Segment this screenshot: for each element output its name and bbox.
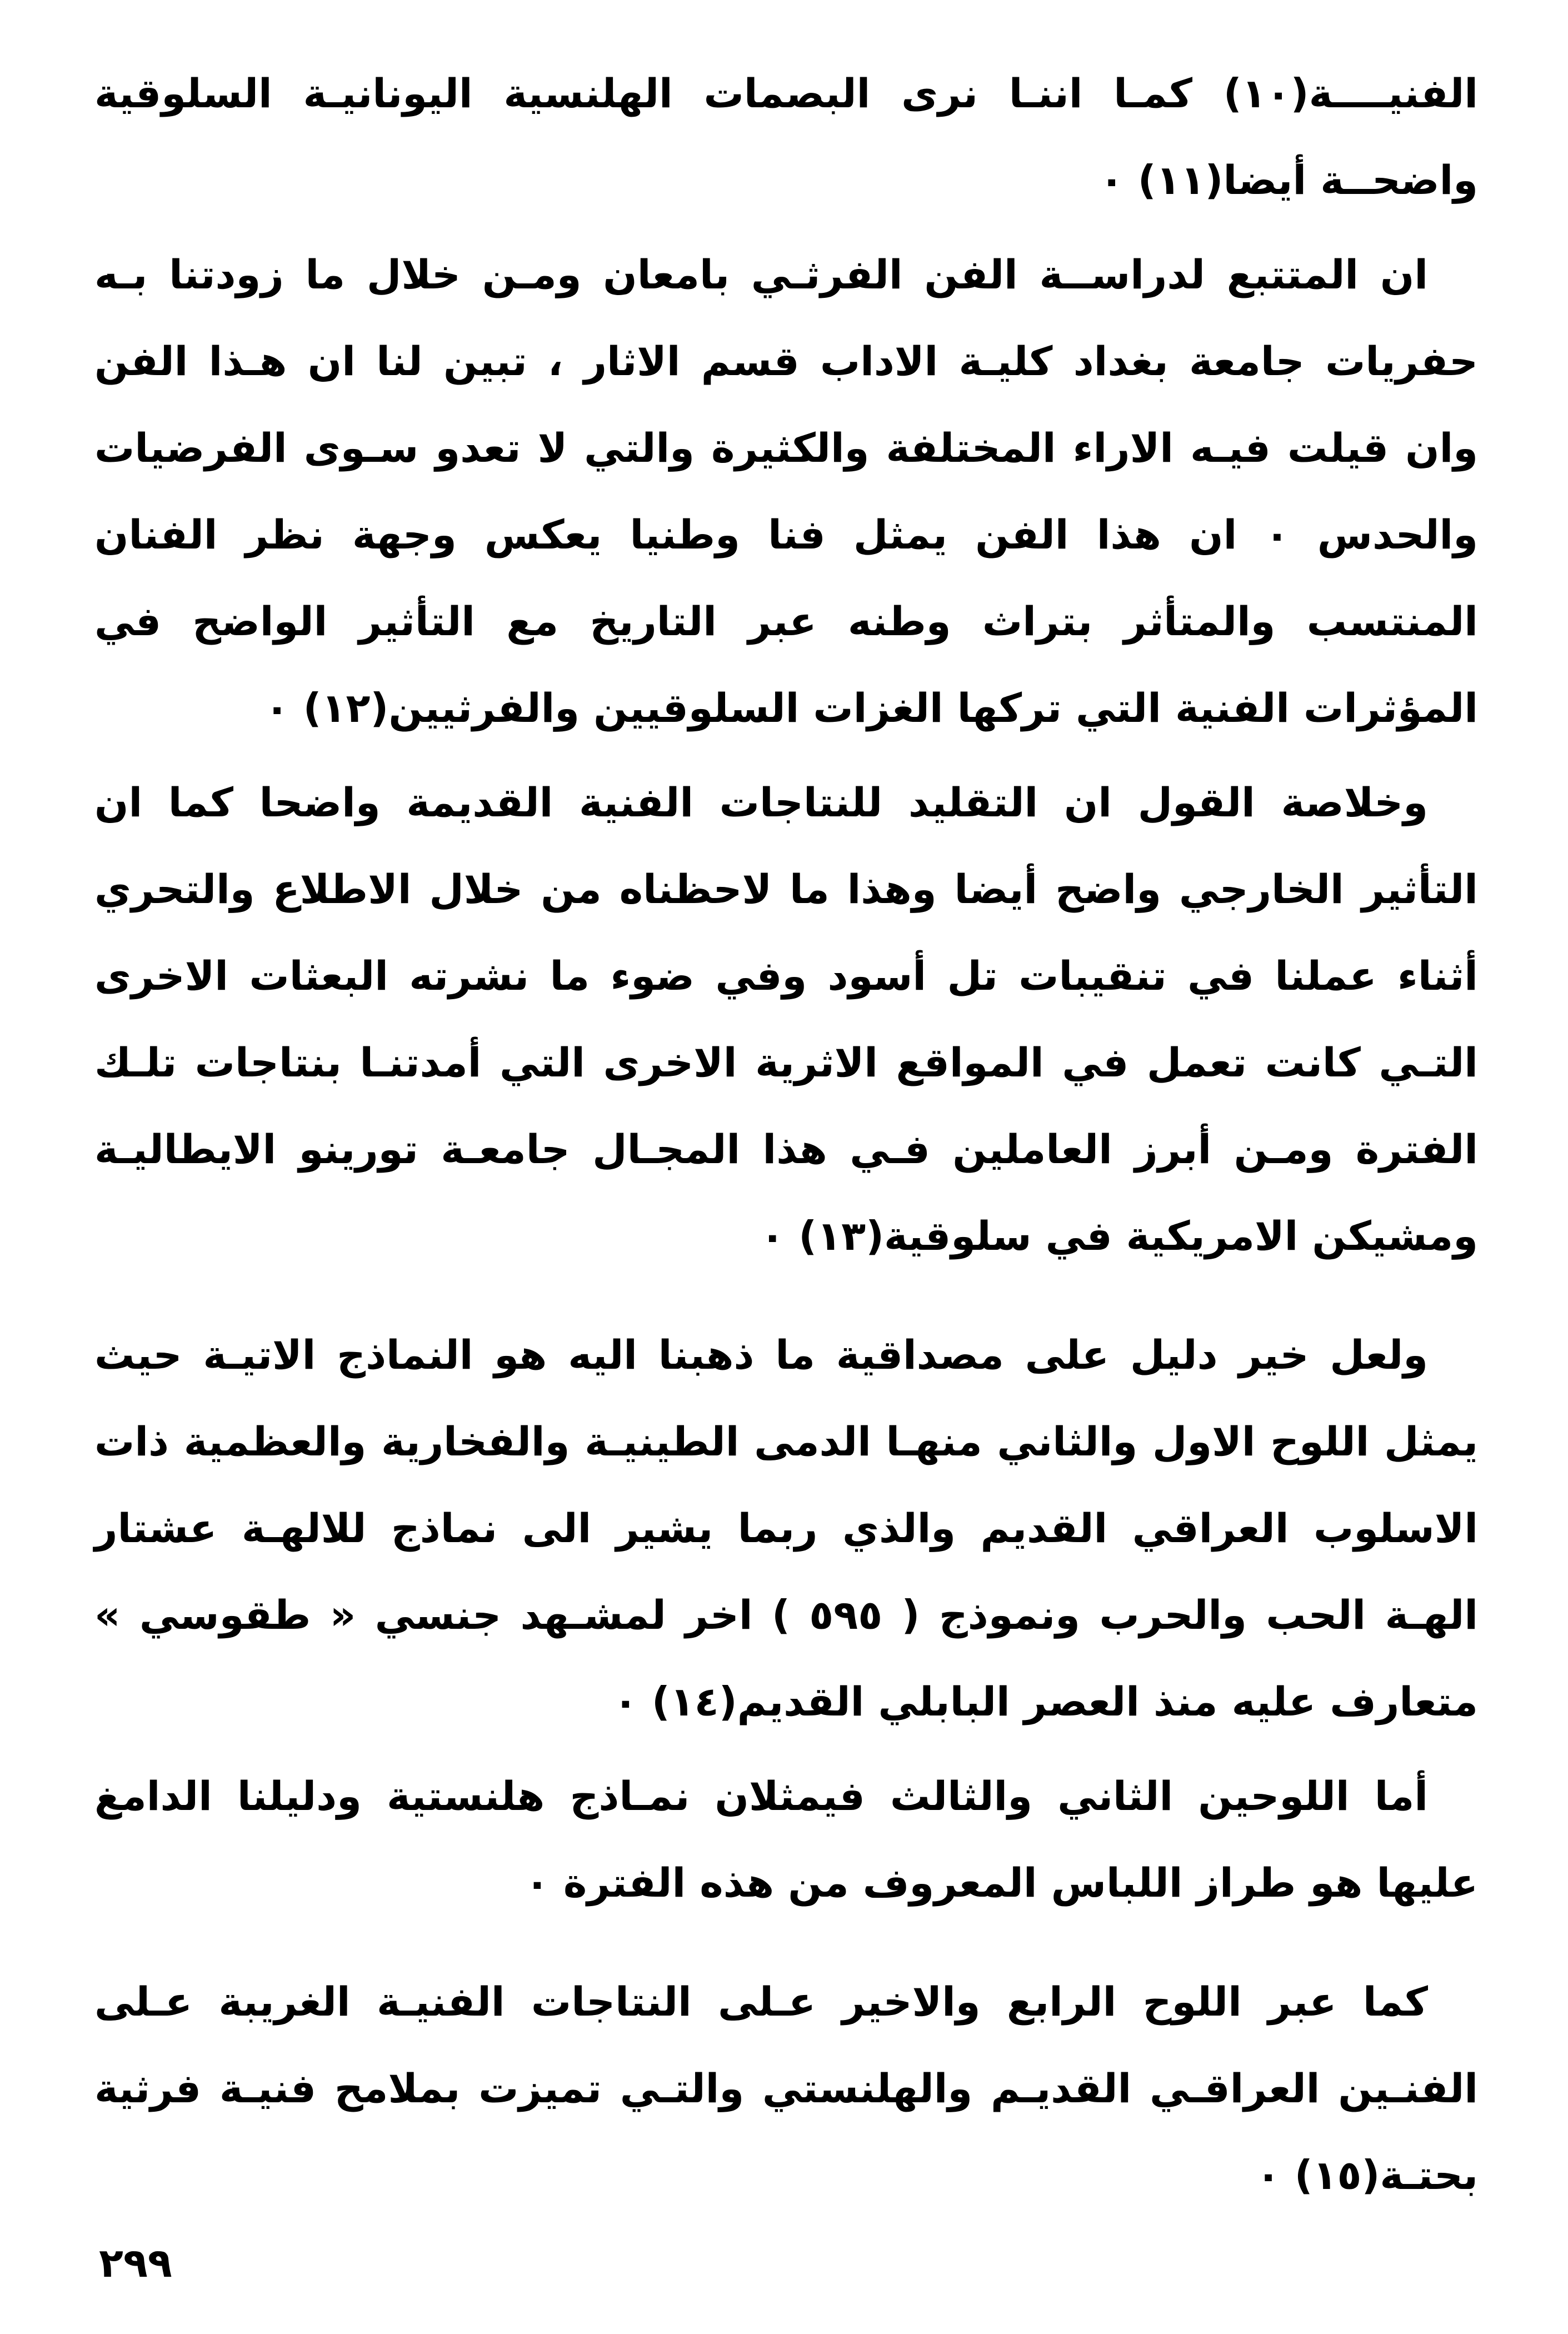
paragraph-3: وخلاصة القول ان التقليد للنتاجات الفنية القديمة واضحا كما ان التأثير الخارجي واضح أيضا وهذا ما لاحظناه من خلال الاطلاع والتحري أثناء عملنا في تنقيبات تل أسود وفي ضوء ما نشرته البعثات الاخرى التـي كانت تعمل في المواقع الاثرية الاخرى التي أمدتنـا بنتاجات تلـك الفترة ومـن أبرز العاملين فـي هذا المجـال جامعـة تورينو الايطاليـة ومشيكن الامريكية في سلوقية(١٣) ٠ bbox=[94, 779, 1478, 1259]
paragraph-5: أما اللوحين الثاني والثالث فيمثلان نمـاذج هلنستية ودليلنا الدامغ عليها هو طراز اللباس المعروف من هذه الفترة ٠ bbox=[94, 1773, 1478, 1906]
paragraph-2: ان المتتبع لدراســة الفن الفرثـي بامعان ومـن خلال ما زودتنا بـه حفريات جامعة بغداد كليـة الاداب قسم الاثار ، تبين لنا ان هـذا الفن وان قيلت فيـه الاراء المختلفة والكثيرة والتي لا تعدو سـوى الفرضيات والحدس ٠ ان هذا الفن يمثل فنا وطنيا يعكس وجهة نظر الفنان المنتسب والمتأثر بتراث وطنه عبر التاريخ مع التأثير الواضح في المؤثرات الفنية التي تركها الغزات السلوقيين والفرثيين(١٢) ٠ bbox=[94, 251, 1478, 731]
paragraph-1: الفنيــــة(١٠) كمـا اننـا نرى البصمات الهلنسية اليونانيـة السلوقية واضحــة أيضا(١١) ٠ bbox=[94, 70, 1478, 203]
page-number: ٢٩٩ bbox=[99, 2240, 172, 2286]
paragraph-6: كما عبر اللوح الرابع والاخير عـلى النتاجات الفنيـة الغريبة عـلى الفنـين العراقـي القديـم والهلنستي والتـي تميزت بملامح فنيـة فرثية بحتـة(١٥) ٠ bbox=[94, 1978, 1478, 2198]
body-text bbox=[94, 50, 1478, 2218]
paragraph-4: ولعل خير دليل على مصداقية ما ذهبنا اليه هو النماذج الاتيـة حيث يمثل اللوح الاول والثاني منهـا الدمى الطينيـة والفخارية والعظمية ذات الاسلوب العراقي القديم والذي ربما يشير الى نماذج للالهـة عشتار الهـة الحب والحرب ونموذج ( ٥٩٥ ) اخر لمشـهد جنسي « طقوسي » متعارف عليه منذ العصر البابلي القديم(١٤) ٠ bbox=[94, 1331, 1478, 1725]
